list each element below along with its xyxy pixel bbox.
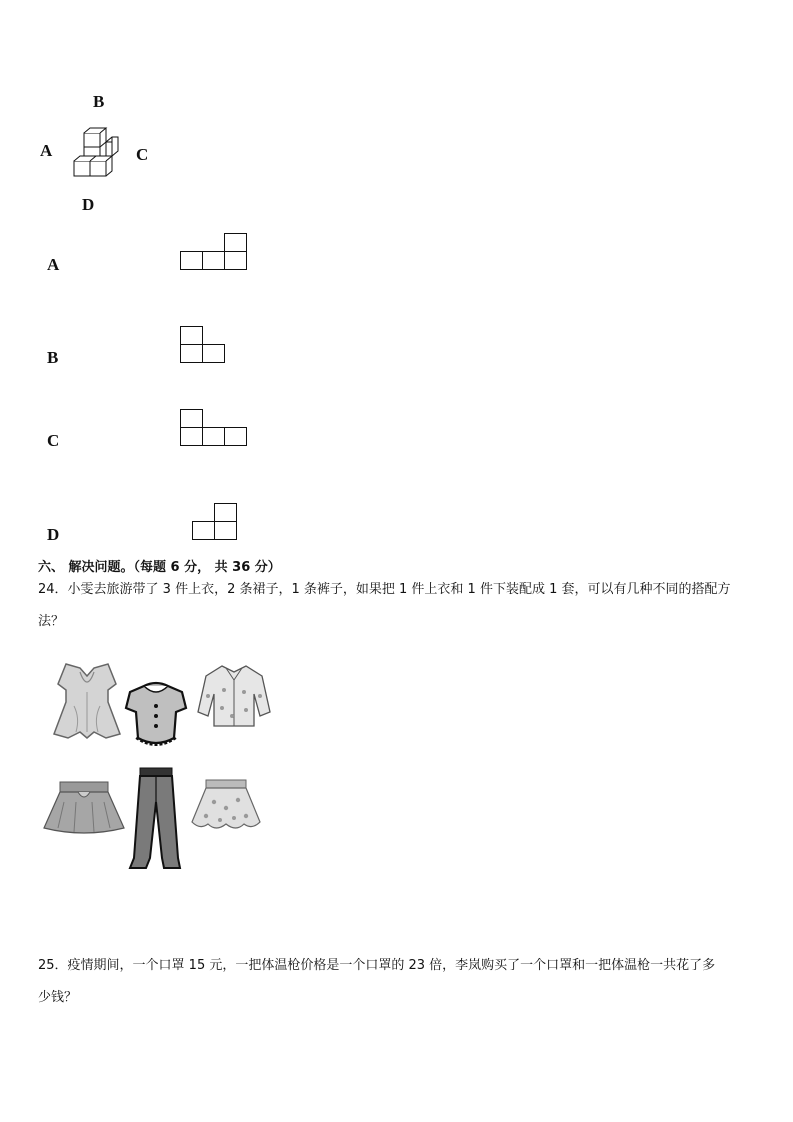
- option-a-view: [180, 232, 250, 272]
- q25-text-line1: 25．疫情期间，一个口罩 15 元，一把体温枪价格是一个口罩的 23 倍，李岚购买了一个口罩和一把体温枪一共花了多: [38, 958, 716, 973]
- clothing-top-dress-image: [52, 662, 122, 740]
- option-a-label: A: [47, 255, 60, 274]
- option-d-view: [192, 502, 242, 542]
- q24-text-line2: 法？: [38, 614, 65, 629]
- option-d-label: D: [47, 525, 60, 544]
- clothing-bottom-trousers-image: [126, 766, 184, 872]
- option-b-label: B: [47, 348, 59, 367]
- option-c-label: C: [47, 431, 60, 450]
- clothing-top-ruffled-shirt-image: [124, 680, 188, 750]
- cube-stack-figure: [70, 125, 122, 181]
- option-c-view: [180, 408, 250, 448]
- section-heading: 六、 解决问题。（每题 6 分， 共 36 分）: [38, 560, 281, 575]
- q24-text-line1: 24．小雯去旅游带了 3 件上衣，2 条裙子，1 条裤子，如果把 1 件上衣和 1 件下装配成 1 套，可以有几种不同的搭配方: [38, 582, 731, 597]
- view-label-b: B: [93, 92, 105, 111]
- view-label-c: C: [136, 145, 149, 164]
- clothing-top-floral-blouse-image: [196, 662, 272, 732]
- clothing-bottom-floral-skirt-image: [190, 778, 262, 834]
- option-b-view: [180, 325, 230, 365]
- view-label-a: A: [40, 141, 53, 160]
- view-label-d: D: [82, 195, 95, 214]
- clothing-bottom-skirt-image: [42, 780, 126, 838]
- q25-text-line2: 少钱？: [38, 990, 78, 1005]
